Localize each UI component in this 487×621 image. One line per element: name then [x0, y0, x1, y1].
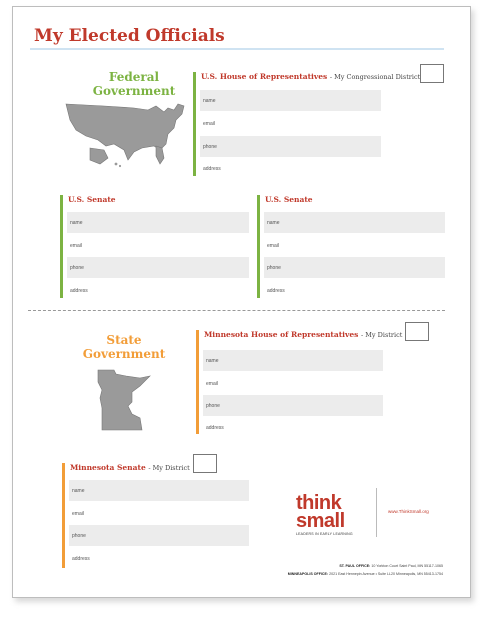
section-divider	[28, 310, 445, 311]
minneapolis-office-label: MINNEAPOLIS OFFICE:	[287, 572, 329, 576]
mn-senate-phone-field[interactable]: phone	[69, 525, 249, 546]
us-house-address-field[interactable]: address	[203, 165, 221, 172]
congressional-district-box[interactable]	[420, 64, 444, 83]
stpaul-office-line	[339, 564, 443, 568]
page-title: My Elected Officials	[34, 26, 225, 46]
state-government-label	[76, 333, 172, 361]
mn-house-bar	[196, 330, 199, 434]
mn-house-heading	[204, 330, 402, 339]
us-house-email-field[interactable]: email	[203, 120, 215, 127]
mn-senate-name-field[interactable]: name	[69, 480, 249, 501]
us-house-bar	[193, 72, 196, 176]
minneapolis-office-line	[288, 572, 443, 576]
mn-senate-email-field[interactable]: email	[72, 510, 84, 517]
us-house-phone-field[interactable]: phone	[200, 136, 381, 157]
us-senate-left-email-field[interactable]: email	[70, 242, 82, 249]
mn-house-phone-field[interactable]: phone	[203, 395, 383, 416]
logo-think-text: think	[296, 492, 342, 514]
logo-tagline: LEADERS IN EARLY LEARNING	[296, 532, 353, 536]
stpaul-office-address: 10 Yorkton Court Saint Paul, MN 55117-1065	[371, 564, 443, 568]
us-senate-right-email-field[interactable]: email	[267, 242, 279, 249]
federal-government-label	[86, 70, 182, 98]
title-underline	[30, 48, 444, 50]
mn-house-email-field[interactable]: email	[206, 380, 218, 387]
us-house-section	[193, 72, 448, 176]
mn-senate-bar	[62, 463, 65, 568]
us-house-heading	[201, 72, 420, 81]
website-url[interactable]: www.ThinkSmall.org	[388, 509, 429, 514]
mn-senate-heading	[70, 463, 190, 472]
usa-map-icon	[64, 100, 188, 170]
mn-senate-address-field[interactable]: address	[72, 555, 90, 562]
us-senate-right-name-field[interactable]: name	[264, 212, 445, 233]
mn-house-section	[196, 330, 446, 434]
mn-house-address-field[interactable]: address	[206, 424, 224, 431]
us-senate-right-heading: U.S. Senate	[265, 195, 313, 204]
minneapolis-office-address: 2021 East Hennepin Avenue • Suite LL20 Minneapolis, MN 55413-1754	[329, 572, 443, 576]
think-small-logo	[296, 494, 353, 536]
state-label-line2: Government	[82, 347, 166, 361]
mn-senate-heading-text: Minnesota Senate	[70, 463, 146, 472]
mn-house-heading-text: Minnesota House of Representatives	[204, 330, 359, 339]
us-senate-left-section	[60, 195, 252, 298]
us-house-subheading: - My Congressional District	[329, 73, 421, 81]
mn-senate-subheading: - My District	[148, 464, 190, 472]
us-house-heading-text: U.S. House of Representatives	[201, 72, 328, 81]
logo-small-text: small	[296, 510, 345, 532]
us-senate-right-section	[257, 195, 449, 298]
federal-label-line2: Government	[92, 84, 176, 98]
us-senate-right-address-field[interactable]: address	[267, 287, 285, 294]
mn-senate-section	[62, 463, 252, 568]
federal-label-line1: Federal	[108, 70, 160, 84]
us-senate-left-phone-field[interactable]: phone	[67, 257, 249, 278]
us-house-name-field[interactable]: name	[200, 90, 381, 111]
mn-house-name-field[interactable]: name	[203, 350, 383, 371]
state-label-line1: State	[106, 333, 142, 347]
stpaul-office-label: ST. PAUL OFFICE:	[339, 564, 371, 568]
us-senate-left-heading: U.S. Senate	[68, 195, 116, 204]
us-senate-right-phone-field[interactable]: phone	[264, 257, 445, 278]
mn-house-district-box[interactable]	[405, 322, 429, 341]
mn-senate-district-box[interactable]	[193, 454, 217, 473]
us-senate-left-bar	[60, 195, 63, 298]
us-senate-right-bar	[257, 195, 260, 298]
us-senate-left-name-field[interactable]: name	[67, 212, 249, 233]
minnesota-map-icon	[96, 368, 152, 432]
logo-divider	[376, 488, 377, 537]
mn-house-subheading: - My District	[361, 331, 403, 339]
us-senate-left-address-field[interactable]: address	[70, 287, 88, 294]
